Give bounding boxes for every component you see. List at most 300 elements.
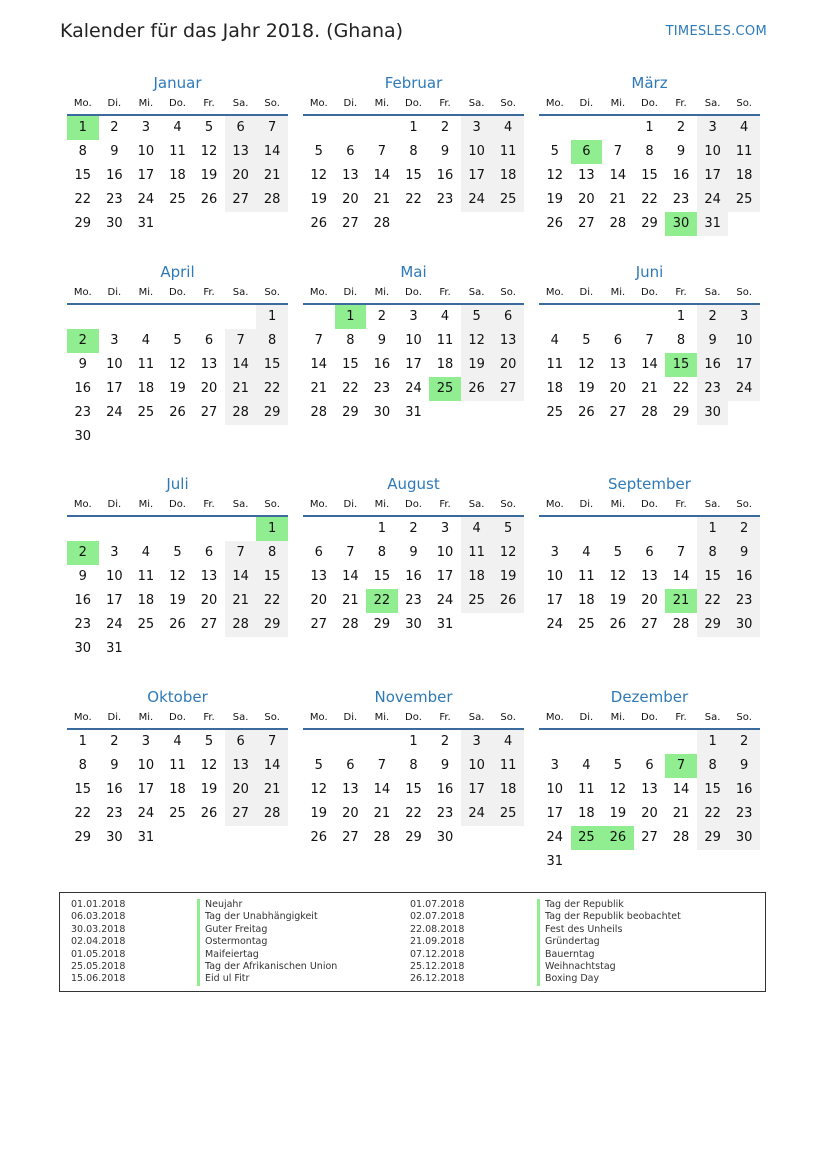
- day-cell[interactable]: 20: [200, 381, 218, 396]
- day-cell[interactable]: 11: [169, 758, 186, 773]
- day-cell[interactable]: 6: [346, 144, 355, 159]
- day-cell[interactable]: 10: [436, 545, 454, 560]
- day-cell[interactable]: 4: [173, 120, 182, 135]
- day-cell[interactable]: 25: [169, 806, 186, 821]
- day-cell[interactable]: 6: [225, 730, 257, 754]
- day-cell[interactable]: 7: [676, 545, 686, 560]
- day-cell[interactable]: 19: [310, 192, 328, 207]
- day-cell[interactable]: 9: [697, 329, 729, 353]
- day-cell[interactable]: 20: [225, 778, 257, 802]
- day-cell[interactable]: 25: [137, 405, 155, 420]
- day-cell[interactable]: 29: [641, 216, 658, 231]
- day-cell[interactable]: 25: [728, 188, 760, 212]
- day-cell[interactable]: 1: [676, 309, 686, 324]
- day-cell[interactable]: 7: [613, 144, 623, 159]
- day-cell[interactable]: 22: [342, 381, 359, 396]
- day-cell[interactable]: 4: [461, 517, 493, 541]
- day-cell[interactable]: 21: [373, 806, 391, 821]
- day-cell[interactable]: 28: [310, 405, 328, 420]
- holiday-day-cell[interactable]: 1: [256, 517, 288, 541]
- day-cell[interactable]: 26: [200, 806, 218, 821]
- day-cell[interactable]: 16: [106, 168, 123, 183]
- day-cell[interactable]: 8: [697, 754, 729, 778]
- day-cell[interactable]: 25: [461, 589, 493, 613]
- holiday-day-cell[interactable]: 7: [665, 754, 697, 778]
- day-cell[interactable]: 14: [609, 168, 627, 183]
- day-cell[interactable]: 10: [546, 569, 564, 584]
- day-cell[interactable]: 3: [141, 734, 151, 749]
- day-cell[interactable]: 19: [310, 806, 328, 821]
- day-cell[interactable]: 11: [492, 754, 524, 778]
- day-cell[interactable]: 1: [409, 734, 418, 749]
- day-cell[interactable]: 10: [728, 329, 760, 353]
- day-cell[interactable]: 23: [373, 381, 391, 396]
- day-cell[interactable]: 6: [204, 333, 214, 348]
- day-cell[interactable]: 18: [169, 782, 186, 797]
- day-cell[interactable]: 30: [697, 401, 729, 425]
- day-cell[interactable]: 22: [697, 589, 729, 613]
- day-cell[interactable]: 12: [609, 569, 627, 584]
- day-cell[interactable]: 26: [169, 617, 186, 632]
- day-cell[interactable]: 9: [676, 144, 686, 159]
- day-cell[interactable]: 24: [106, 617, 123, 632]
- holiday-day-cell[interactable]: 6: [571, 140, 603, 164]
- day-cell[interactable]: 14: [672, 782, 690, 797]
- day-cell[interactable]: 13: [310, 569, 328, 584]
- day-cell[interactable]: 30: [728, 613, 760, 637]
- day-cell[interactable]: 16: [74, 381, 92, 396]
- day-cell[interactable]: 8: [409, 144, 418, 159]
- day-cell[interactable]: 9: [377, 333, 387, 348]
- day-cell[interactable]: 6: [204, 545, 214, 560]
- day-cell[interactable]: 25: [137, 617, 155, 632]
- holiday-day-cell[interactable]: 30: [665, 212, 697, 236]
- day-cell[interactable]: 24: [461, 188, 493, 212]
- day-cell[interactable]: 28: [225, 613, 257, 637]
- day-cell[interactable]: 7: [225, 541, 257, 565]
- day-cell[interactable]: 23: [74, 617, 92, 632]
- day-cell[interactable]: 3: [697, 116, 729, 140]
- day-cell[interactable]: 18: [461, 565, 493, 589]
- day-cell[interactable]: 24: [106, 405, 123, 420]
- day-cell[interactable]: 16: [697, 353, 729, 377]
- day-cell[interactable]: 27: [310, 617, 328, 632]
- day-cell[interactable]: 5: [314, 758, 323, 773]
- holiday-day-cell[interactable]: 1: [335, 305, 367, 329]
- day-cell[interactable]: 2: [697, 305, 729, 329]
- day-cell[interactable]: 20: [225, 164, 257, 188]
- day-cell[interactable]: 1: [256, 305, 288, 329]
- day-cell[interactable]: 7: [314, 333, 323, 348]
- day-cell[interactable]: 21: [256, 778, 288, 802]
- day-cell[interactable]: 19: [200, 168, 218, 183]
- day-cell[interactable]: 24: [546, 617, 564, 632]
- day-cell[interactable]: 27: [342, 216, 359, 231]
- day-cell[interactable]: 18: [492, 778, 524, 802]
- day-cell[interactable]: 8: [256, 541, 288, 565]
- day-cell[interactable]: 20: [492, 353, 524, 377]
- day-cell[interactable]: 20: [200, 593, 218, 608]
- day-cell[interactable]: 6: [645, 545, 654, 560]
- day-cell[interactable]: 11: [169, 144, 186, 159]
- day-cell[interactable]: 31: [405, 405, 422, 420]
- day-cell[interactable]: 23: [405, 593, 422, 608]
- day-cell[interactable]: 2: [110, 734, 119, 749]
- day-cell[interactable]: 17: [546, 593, 564, 608]
- day-cell[interactable]: 8: [409, 758, 418, 773]
- day-cell[interactable]: 21: [641, 381, 658, 396]
- day-cell[interactable]: 17: [728, 353, 760, 377]
- day-cell[interactable]: 16: [436, 168, 454, 183]
- day-cell[interactable]: 4: [492, 116, 524, 140]
- day-cell[interactable]: 13: [225, 140, 257, 164]
- day-cell[interactable]: 12: [609, 782, 627, 797]
- day-cell[interactable]: 18: [137, 381, 155, 396]
- day-cell[interactable]: 7: [256, 116, 288, 140]
- day-cell[interactable]: 26: [492, 589, 524, 613]
- day-cell[interactable]: 31: [137, 216, 155, 231]
- day-cell[interactable]: 17: [106, 381, 123, 396]
- day-cell[interactable]: 3: [110, 545, 119, 560]
- day-cell[interactable]: 13: [609, 357, 627, 372]
- day-cell[interactable]: 19: [492, 565, 524, 589]
- day-cell[interactable]: 10: [461, 140, 493, 164]
- day-cell[interactable]: 13: [578, 168, 595, 183]
- day-cell[interactable]: 15: [697, 778, 729, 802]
- day-cell[interactable]: 8: [377, 545, 387, 560]
- day-cell[interactable]: 10: [137, 758, 155, 773]
- day-cell[interactable]: 10: [546, 782, 564, 797]
- day-cell[interactable]: 1: [409, 120, 418, 135]
- day-cell[interactable]: 2: [728, 517, 760, 541]
- day-cell[interactable]: 2: [728, 730, 760, 754]
- holiday-day-cell[interactable]: 21: [665, 589, 697, 613]
- day-cell[interactable]: 13: [200, 569, 218, 584]
- day-cell[interactable]: 6: [314, 545, 323, 560]
- day-cell[interactable]: 27: [342, 830, 359, 845]
- day-cell[interactable]: 18: [728, 164, 760, 188]
- day-cell[interactable]: 7: [377, 144, 387, 159]
- day-cell[interactable]: 30: [106, 216, 123, 231]
- day-cell[interactable]: 20: [641, 593, 658, 608]
- day-cell[interactable]: 16: [106, 782, 123, 797]
- day-cell[interactable]: 6: [613, 333, 623, 348]
- day-cell[interactable]: 9: [409, 545, 418, 560]
- day-cell[interactable]: 11: [137, 357, 155, 372]
- day-cell[interactable]: 13: [342, 168, 359, 183]
- day-cell[interactable]: 15: [697, 565, 729, 589]
- day-cell[interactable]: 19: [169, 593, 186, 608]
- holiday-day-cell[interactable]: 26: [602, 826, 634, 850]
- day-cell[interactable]: 26: [461, 377, 493, 401]
- day-cell[interactable]: 31: [106, 641, 123, 656]
- day-cell[interactable]: 12: [200, 758, 218, 773]
- day-cell[interactable]: 21: [373, 192, 391, 207]
- day-cell[interactable]: 19: [169, 381, 186, 396]
- day-cell[interactable]: 18: [436, 357, 454, 372]
- day-cell[interactable]: 29: [256, 401, 288, 425]
- day-cell[interactable]: 9: [78, 569, 87, 584]
- day-cell[interactable]: 20: [578, 192, 595, 207]
- day-cell[interactable]: 17: [137, 168, 155, 183]
- day-cell[interactable]: 31: [436, 617, 454, 632]
- day-cell[interactable]: 22: [256, 589, 288, 613]
- day-cell[interactable]: 27: [200, 617, 218, 632]
- day-cell[interactable]: 3: [461, 116, 493, 140]
- day-cell[interactable]: 31: [546, 854, 564, 869]
- day-cell[interactable]: 19: [200, 782, 218, 797]
- day-cell[interactable]: 12: [200, 144, 218, 159]
- day-cell[interactable]: 22: [672, 381, 690, 396]
- day-cell[interactable]: 10: [461, 754, 493, 778]
- day-cell[interactable]: 28: [256, 802, 288, 826]
- day-cell[interactable]: 23: [697, 377, 729, 401]
- day-cell[interactable]: 9: [78, 357, 87, 372]
- day-cell[interactable]: 9: [728, 541, 760, 565]
- day-cell[interactable]: 15: [373, 569, 391, 584]
- day-cell[interactable]: 27: [578, 216, 595, 231]
- day-cell[interactable]: 12: [492, 541, 524, 565]
- day-cell[interactable]: 24: [137, 192, 155, 207]
- day-cell[interactable]: 24: [728, 377, 760, 401]
- day-cell[interactable]: 29: [256, 613, 288, 637]
- day-cell[interactable]: 30: [405, 617, 422, 632]
- day-cell[interactable]: 11: [728, 140, 760, 164]
- day-cell[interactable]: 25: [169, 192, 186, 207]
- day-cell[interactable]: 28: [672, 617, 690, 632]
- day-cell[interactable]: 3: [409, 309, 418, 324]
- day-cell[interactable]: 15: [256, 565, 288, 589]
- day-cell[interactable]: 9: [440, 758, 450, 773]
- day-cell[interactable]: 12: [169, 569, 186, 584]
- day-cell[interactable]: 1: [697, 517, 729, 541]
- holiday-day-cell[interactable]: 22: [366, 589, 398, 613]
- day-cell[interactable]: 21: [256, 164, 288, 188]
- day-cell[interactable]: 11: [137, 569, 155, 584]
- day-cell[interactable]: 20: [342, 192, 359, 207]
- day-cell[interactable]: 2: [377, 309, 387, 324]
- day-cell[interactable]: 7: [346, 545, 355, 560]
- day-cell[interactable]: 26: [169, 405, 186, 420]
- day-cell[interactable]: 5: [314, 144, 323, 159]
- day-cell[interactable]: 9: [110, 144, 119, 159]
- day-cell[interactable]: 15: [641, 168, 658, 183]
- day-cell[interactable]: 1: [377, 521, 387, 536]
- day-cell[interactable]: 8: [697, 541, 729, 565]
- day-cell[interactable]: 16: [728, 565, 760, 589]
- day-cell[interactable]: 16: [405, 569, 422, 584]
- day-cell[interactable]: 14: [672, 569, 690, 584]
- day-cell[interactable]: 22: [74, 192, 92, 207]
- day-cell[interactable]: 4: [582, 758, 591, 773]
- day-cell[interactable]: 29: [697, 613, 729, 637]
- day-cell[interactable]: 27: [225, 188, 257, 212]
- day-cell[interactable]: 23: [436, 806, 454, 821]
- day-cell[interactable]: 18: [169, 168, 186, 183]
- day-cell[interactable]: 16: [74, 593, 92, 608]
- day-cell[interactable]: 5: [492, 517, 524, 541]
- day-cell[interactable]: 13: [492, 329, 524, 353]
- day-cell[interactable]: 26: [546, 216, 564, 231]
- day-cell[interactable]: 25: [492, 188, 524, 212]
- day-cell[interactable]: 11: [436, 333, 454, 348]
- day-cell[interactable]: 12: [546, 168, 564, 183]
- day-cell[interactable]: 5: [461, 305, 493, 329]
- day-cell[interactable]: 25: [492, 802, 524, 826]
- day-cell[interactable]: 16: [373, 357, 391, 372]
- day-cell[interactable]: 15: [405, 782, 422, 797]
- day-cell[interactable]: 4: [728, 116, 760, 140]
- day-cell[interactable]: 12: [461, 329, 493, 353]
- day-cell[interactable]: 14: [641, 357, 658, 372]
- day-cell[interactable]: 21: [342, 593, 359, 608]
- day-cell[interactable]: 6: [225, 116, 257, 140]
- day-cell[interactable]: 21: [225, 589, 257, 613]
- day-cell[interactable]: 7: [377, 758, 387, 773]
- day-cell[interactable]: 18: [137, 593, 155, 608]
- day-cell[interactable]: 4: [582, 545, 591, 560]
- day-cell[interactable]: 11: [461, 541, 493, 565]
- day-cell[interactable]: 17: [697, 164, 729, 188]
- day-cell[interactable]: 15: [74, 168, 92, 183]
- day-cell[interactable]: 3: [461, 730, 493, 754]
- day-cell[interactable]: 23: [436, 192, 454, 207]
- day-cell[interactable]: 2: [676, 120, 686, 135]
- day-cell[interactable]: 27: [200, 405, 218, 420]
- day-cell[interactable]: 18: [578, 806, 595, 821]
- day-cell[interactable]: 18: [546, 381, 564, 396]
- day-cell[interactable]: 14: [225, 353, 257, 377]
- day-cell[interactable]: 18: [578, 593, 595, 608]
- day-cell[interactable]: 23: [728, 802, 760, 826]
- day-cell[interactable]: 11: [546, 357, 564, 372]
- day-cell[interactable]: 29: [405, 830, 422, 845]
- day-cell[interactable]: 14: [256, 140, 288, 164]
- day-cell[interactable]: 8: [256, 329, 288, 353]
- day-cell[interactable]: 27: [641, 617, 658, 632]
- day-cell[interactable]: 30: [106, 830, 123, 845]
- day-cell[interactable]: 5: [550, 144, 559, 159]
- day-cell[interactable]: 27: [225, 802, 257, 826]
- day-cell[interactable]: 19: [461, 353, 493, 377]
- day-cell[interactable]: 31: [697, 212, 729, 236]
- day-cell[interactable]: 23: [728, 589, 760, 613]
- day-cell[interactable]: 8: [645, 144, 654, 159]
- day-cell[interactable]: 12: [578, 357, 595, 372]
- day-cell[interactable]: 7: [225, 329, 257, 353]
- day-cell[interactable]: 22: [405, 806, 422, 821]
- day-cell[interactable]: 11: [578, 782, 595, 797]
- day-cell[interactable]: 30: [436, 830, 454, 845]
- holiday-day-cell[interactable]: 1: [67, 116, 99, 140]
- day-cell[interactable]: 21: [609, 192, 627, 207]
- day-cell[interactable]: 28: [672, 830, 690, 845]
- day-cell[interactable]: 29: [74, 216, 92, 231]
- day-cell[interactable]: 5: [204, 120, 214, 135]
- day-cell[interactable]: 2: [409, 521, 418, 536]
- day-cell[interactable]: 29: [697, 826, 729, 850]
- day-cell[interactable]: 3: [440, 521, 450, 536]
- day-cell[interactable]: 26: [310, 830, 328, 845]
- day-cell[interactable]: 17: [137, 782, 155, 797]
- day-cell[interactable]: 25: [546, 405, 564, 420]
- day-cell[interactable]: 13: [641, 782, 658, 797]
- day-cell[interactable]: 24: [461, 802, 493, 826]
- day-cell[interactable]: 21: [225, 377, 257, 401]
- day-cell[interactable]: 18: [492, 164, 524, 188]
- day-cell[interactable]: 13: [225, 754, 257, 778]
- day-cell[interactable]: 23: [106, 192, 123, 207]
- day-cell[interactable]: 13: [342, 782, 359, 797]
- day-cell[interactable]: 24: [697, 188, 729, 212]
- day-cell[interactable]: 11: [492, 140, 524, 164]
- day-cell[interactable]: 8: [676, 333, 686, 348]
- day-cell[interactable]: 16: [436, 782, 454, 797]
- day-cell[interactable]: 28: [225, 401, 257, 425]
- day-cell[interactable]: 27: [641, 830, 658, 845]
- day-cell[interactable]: 19: [578, 381, 595, 396]
- day-cell[interactable]: 30: [373, 405, 391, 420]
- day-cell[interactable]: 14: [373, 168, 391, 183]
- day-cell[interactable]: 15: [256, 353, 288, 377]
- day-cell[interactable]: 8: [78, 144, 87, 159]
- day-cell[interactable]: 5: [613, 758, 623, 773]
- holiday-day-cell[interactable]: 25: [571, 826, 603, 850]
- day-cell[interactable]: 6: [645, 758, 654, 773]
- day-cell[interactable]: 20: [342, 806, 359, 821]
- day-cell[interactable]: 28: [256, 188, 288, 212]
- day-cell[interactable]: 17: [546, 806, 564, 821]
- day-cell[interactable]: 22: [256, 377, 288, 401]
- day-cell[interactable]: 4: [173, 734, 182, 749]
- day-cell[interactable]: 29: [74, 830, 92, 845]
- day-cell[interactable]: 17: [461, 164, 493, 188]
- day-cell[interactable]: 19: [609, 593, 627, 608]
- day-cell[interactable]: 27: [492, 377, 524, 401]
- holiday-day-cell[interactable]: 2: [67, 541, 99, 565]
- day-cell[interactable]: 14: [373, 782, 391, 797]
- day-cell[interactable]: 20: [609, 381, 627, 396]
- day-cell[interactable]: 1: [78, 734, 87, 749]
- day-cell[interactable]: 24: [546, 830, 564, 845]
- day-cell[interactable]: 20: [310, 593, 328, 608]
- day-cell[interactable]: 28: [373, 830, 391, 845]
- day-cell[interactable]: 2: [440, 120, 450, 135]
- day-cell[interactable]: 24: [405, 381, 422, 396]
- day-cell[interactable]: 16: [728, 778, 760, 802]
- day-cell[interactable]: 28: [609, 216, 627, 231]
- day-cell[interactable]: 4: [440, 309, 450, 324]
- day-cell[interactable]: 23: [672, 192, 690, 207]
- day-cell[interactable]: 1: [645, 120, 654, 135]
- day-cell[interactable]: 29: [342, 405, 359, 420]
- day-cell[interactable]: 15: [74, 782, 92, 797]
- day-cell[interactable]: 7: [256, 730, 288, 754]
- day-cell[interactable]: 24: [137, 806, 155, 821]
- day-cell[interactable]: 7: [645, 333, 654, 348]
- day-cell[interactable]: 9: [110, 758, 119, 773]
- day-cell[interactable]: 10: [106, 569, 123, 584]
- day-cell[interactable]: 10: [137, 144, 155, 159]
- day-cell[interactable]: 22: [641, 192, 658, 207]
- day-cell[interactable]: 19: [609, 806, 627, 821]
- day-cell[interactable]: 28: [641, 405, 658, 420]
- day-cell[interactable]: 14: [342, 569, 359, 584]
- day-cell[interactable]: 25: [578, 617, 595, 632]
- day-cell[interactable]: 5: [204, 734, 214, 749]
- day-cell[interactable]: 19: [546, 192, 564, 207]
- day-cell[interactable]: 11: [578, 569, 595, 584]
